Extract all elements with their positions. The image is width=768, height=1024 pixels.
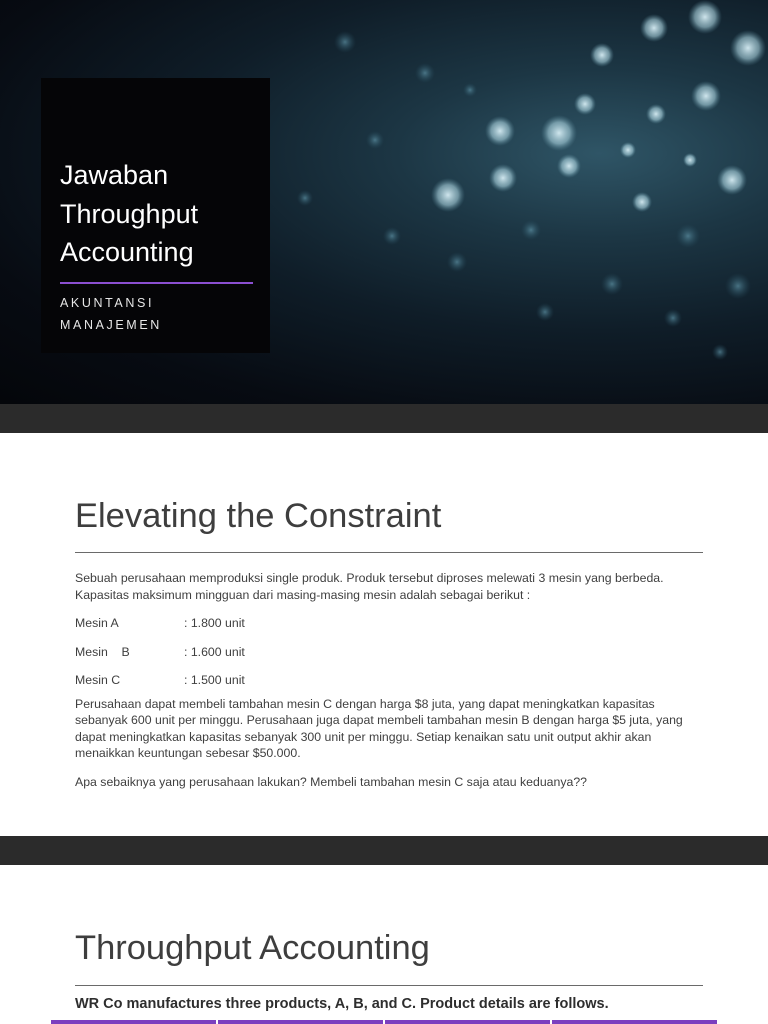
heading-rule <box>75 985 703 986</box>
machine-capacity: : 1.600 unit <box>184 644 245 659</box>
machine-row <box>75 644 703 661</box>
title-slide <box>0 0 768 404</box>
slide-heading: Throughput Accounting <box>75 929 430 967</box>
purchase-options-paragraph: Perusahaan dapat membeli tambahan mesin C dengan harga $8 juta, yang dapat meningkatkan kapasitas sebanyak 600 unit per minggu. Perusahaan juga dapat membeli tambahan mesin B dengan harga $5 juta, yang dapat meningkatkan kapasitas sebanyak 300 unit per minggu. Setiap kenaikan satu unit output akhir akan menaikkan keuntungan sebesar $50.000. <box>75 696 683 760</box>
bokeh-lights <box>297 0 766 360</box>
slide-body <box>75 570 703 790</box>
question-paragraph: Apa sebaiknya yang perusahaan lakukan? Membeli tambahan mesin C saja atau keduanya?? <box>75 774 588 789</box>
slide-title: Jawaban Throughput Accounting <box>60 160 199 267</box>
table-header-cell <box>552 1020 717 1024</box>
machine-capacity: : 1.500 unit <box>184 673 245 687</box>
slide-separator <box>0 404 768 433</box>
intro-paragraph: Sebuah perusahaan memproduksi single produk. Produk tersebut diproses melewati 3 mesin yang berbeda. Kapasitas maksimum mingguan dari masing-masing mesin adalah sebagai berikut : <box>75 571 664 602</box>
machine-name: Mesin A <box>75 616 119 630</box>
table-header-cell <box>385 1020 552 1024</box>
machine-row <box>75 615 703 632</box>
product-table-header <box>51 1020 717 1024</box>
heading-rule <box>75 552 703 553</box>
machine-name: Mesin B <box>75 644 130 659</box>
table-header-cell <box>51 1020 218 1024</box>
machine-row <box>75 672 703 689</box>
slide-subtitle: AKUNTANSI MANAJEMEN <box>60 296 162 332</box>
slide-separator <box>0 836 768 865</box>
machine-capacity: : 1.800 unit <box>184 616 245 630</box>
machine-name: Mesin C <box>75 673 121 687</box>
slide-heading: Elevating the Constraint <box>75 497 442 535</box>
intro-text: WR Co manufactures three products, A, B, and C. Product details are follows. <box>75 996 609 1012</box>
content-slide-throughput <box>0 865 768 1024</box>
content-slide-elevating <box>0 433 768 836</box>
title-accent-line <box>60 282 253 284</box>
title-box <box>41 78 270 353</box>
table-header-cell <box>218 1020 385 1024</box>
